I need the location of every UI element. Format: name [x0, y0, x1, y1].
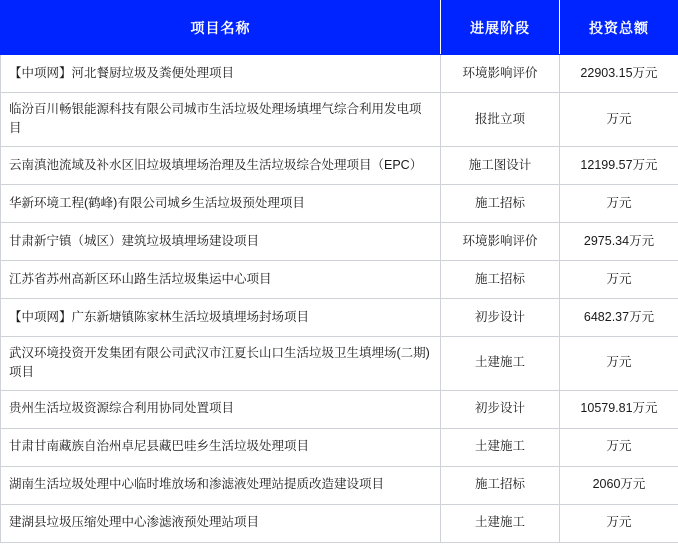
- cell-total-investment: 6482.37万元: [560, 298, 678, 336]
- cell-project-name: 甘肃新宁镇（城区）建筑垃圾填埋场建设项目: [1, 222, 441, 260]
- cell-progress-stage: 土建施工: [441, 428, 560, 466]
- table-row: [1, 93, 678, 147]
- cell-total-investment: 22903.15万元: [560, 55, 678, 93]
- table-row: [1, 146, 678, 184]
- cell-project-name: 贵州生活垃圾资源综合利用协同处置项目: [1, 390, 441, 428]
- cell-progress-stage: 初步设计: [441, 390, 560, 428]
- cell-total-investment: 12199.57万元: [560, 146, 678, 184]
- cell-total-investment: 万元: [560, 336, 678, 390]
- table-header-row: [1, 1, 678, 55]
- table-row: [1, 184, 678, 222]
- table-row: [1, 298, 678, 336]
- column-header-project-name: 项目名称: [1, 1, 441, 55]
- cell-total-investment: 2060万元: [560, 466, 678, 504]
- table-row: [1, 390, 678, 428]
- column-header-progress-stage: 进展阶段: [441, 1, 560, 55]
- cell-total-investment: 万元: [560, 504, 678, 542]
- cell-total-investment: 万元: [560, 428, 678, 466]
- cell-progress-stage: 施工招标: [441, 260, 560, 298]
- cell-progress-stage: 初步设计: [441, 298, 560, 336]
- cell-total-investment: 万元: [560, 93, 678, 147]
- table-row: [1, 336, 678, 390]
- table-body: [1, 55, 678, 543]
- cell-progress-stage: 施工招标: [441, 466, 560, 504]
- cell-total-investment: 2975.34万元: [560, 222, 678, 260]
- cell-project-name: 建湖县垃圾压缩处理中心渗滤液预处理站项目: [1, 504, 441, 542]
- cell-total-investment: 万元: [560, 184, 678, 222]
- cell-progress-stage: 报批立项: [441, 93, 560, 147]
- cell-project-name: 【中项网】广东新塘镇陈家林生活垃圾填埋场封场项目: [1, 298, 441, 336]
- cell-progress-stage: 环境影响评价: [441, 55, 560, 93]
- cell-project-name: 湖南生活垃圾处理中心临时堆放场和渗滤液处理站提质改造建设项目: [1, 466, 441, 504]
- table-header: [1, 1, 678, 55]
- cell-project-name: 甘肃甘南藏族自治州卓尼县藏巴哇乡生活垃圾处理项目: [1, 428, 441, 466]
- cell-progress-stage: 施工招标: [441, 184, 560, 222]
- table-row: [1, 466, 678, 504]
- cell-project-name: 华新环境工程(鹤峰)有限公司城乡生活垃圾预处理项目: [1, 184, 441, 222]
- cell-progress-stage: 环境影响评价: [441, 222, 560, 260]
- cell-project-name: 【中项网】河北餐厨垃圾及粪便处理项目: [1, 55, 441, 93]
- cell-progress-stage: 土建施工: [441, 336, 560, 390]
- cell-project-name: 江苏省苏州高新区环山路生活垃圾集运中心项目: [1, 260, 441, 298]
- cell-project-name: 云南滇池流域及补水区旧垃圾填埋场治理及生活垃圾综合处理项目（EPC）: [1, 146, 441, 184]
- cell-project-name: 临汾百川畅银能源科技有限公司城市生活垃圾处理场填埋气综合利用发电项目: [1, 93, 441, 147]
- column-header-total-investment: 投资总额: [560, 1, 678, 55]
- table-row: [1, 428, 678, 466]
- cell-project-name: 武汉环境投资开发集团有限公司武汉市江夏长山口生活垃圾卫生填埋场(二期)项目: [1, 336, 441, 390]
- cell-total-investment: 10579.81万元: [560, 390, 678, 428]
- table-row: [1, 55, 678, 93]
- cell-progress-stage: 土建施工: [441, 504, 560, 542]
- table-row: [1, 504, 678, 542]
- cell-progress-stage: 施工图设计: [441, 146, 560, 184]
- cell-total-investment: 万元: [560, 260, 678, 298]
- table-row: [1, 222, 678, 260]
- table-row: [1, 260, 678, 298]
